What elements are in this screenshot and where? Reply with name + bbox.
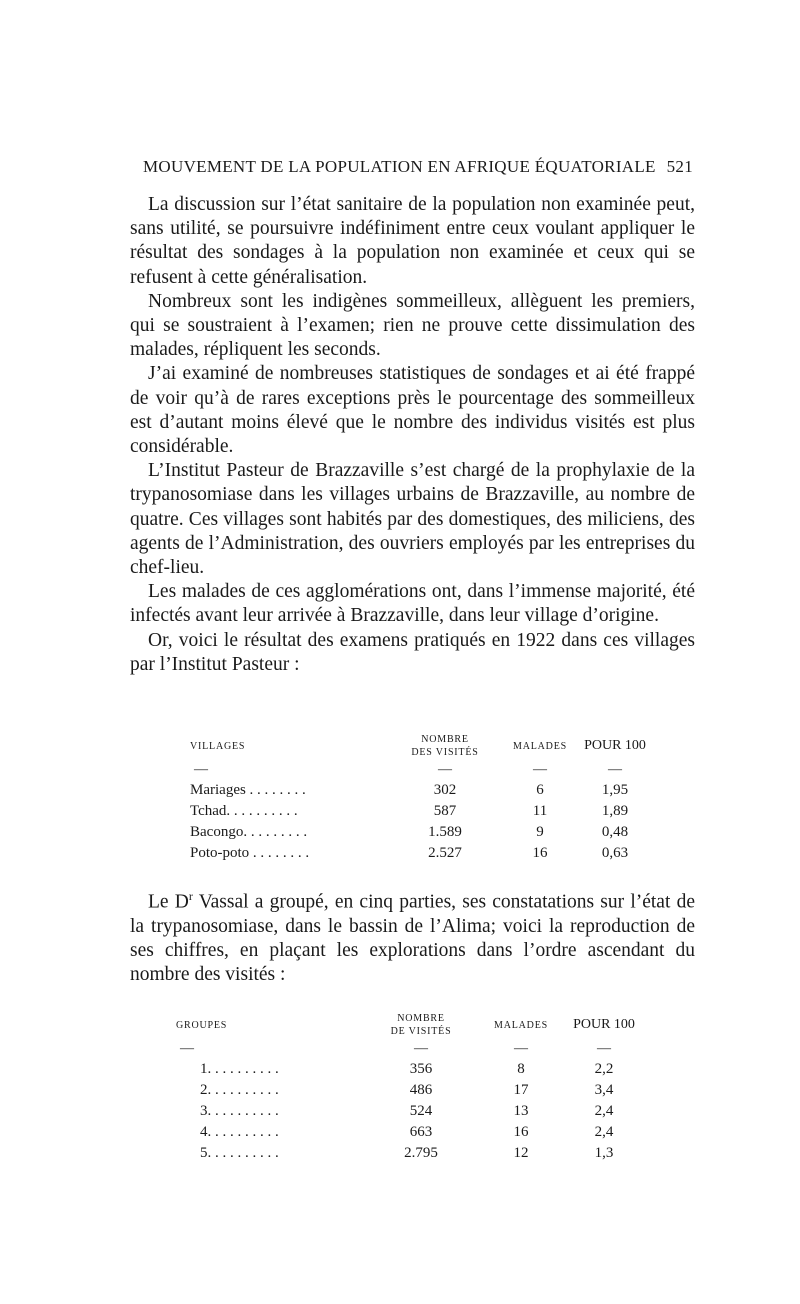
cell-malades: 16 [532, 845, 548, 861]
groupes-table [176, 1012, 642, 1164]
cell-visites: 356 [409, 1061, 433, 1077]
cell-malades: 8 [517, 1061, 525, 1077]
cell-malades: 9 [536, 824, 544, 840]
body-text-2 [130, 884, 695, 987]
cell-malades: 16 [513, 1124, 529, 1140]
cell-pour100: 3,4 [594, 1082, 614, 1098]
cell-visites: 524 [409, 1103, 433, 1119]
col-header-visites-line2: DE VISITÉS [390, 1026, 452, 1037]
row-label: 4. . . . . . . . . . [200, 1124, 279, 1140]
cell-pour100: 2,2 [594, 1061, 614, 1077]
cell-pour100: 0,48 [601, 824, 629, 840]
paragraph-text: Vassal a groupé, en cinq parties, ses constatations sur l’état de la trypanosomiase, dans le bassin de l’Alima; voici la reproduction de ses chiffres, en plaçant les explorations dans l’ordre ascendant du nombre des visités : [130, 891, 695, 986]
dash: — [438, 761, 452, 777]
paragraph: La discussion sur l’état sanitaire de la population non examinée peut, sans utilité, se poursuivre indéfiniment entre ceux voulant appliquer le résultat des sondages à la population non examinée et ceux qui se refusent à cette généralisation. [130, 194, 695, 288]
paragraph: Les malades de ces agglomérations ont, dans l’immense majorité, été infectés avant leur arrivée à Brazzaville, dans leur village d’origine. [130, 581, 695, 627]
cell-visites: 1.589 [428, 824, 462, 840]
row-label: 2. . . . . . . . . . [200, 1082, 279, 1098]
col-header-pour100: POUR 100 [584, 738, 646, 753]
cell-pour100: 1,95 [601, 782, 629, 798]
cell-malades: 12 [513, 1145, 529, 1161]
row-label: 3. . . . . . . . . . [200, 1103, 279, 1119]
table-row [176, 1059, 642, 1080]
table-dash-row [176, 1038, 642, 1059]
paragraph: L’Institut Pasteur de Brazzaville s’est chargé de la prophylaxie de la trypanosomiase dans les villages urbains de Brazzaville, au nombre de quatre. Ces villages sont habités par des domestiques, des miliciens, des agents de l’Administration, des ouvriers employés par les entreprises du chef-lieu. [130, 460, 695, 579]
table-header-row [176, 1012, 642, 1038]
dash: — [608, 761, 622, 777]
superscript: r [188, 889, 193, 903]
header-title: MOUVEMENT DE LA POPULATION EN AFRIQUE ÉQUATORIALE [143, 157, 656, 176]
table-row [190, 801, 650, 822]
body-text [130, 193, 695, 677]
dash: — [194, 761, 208, 777]
page-number: 521 [666, 157, 693, 176]
paragraph-text: Le D [148, 891, 189, 913]
table-row [190, 780, 650, 801]
col-header-malades: MALADES [494, 1019, 548, 1031]
cell-visites: 302 [433, 782, 457, 798]
table-header-row [190, 733, 650, 759]
table-row [190, 822, 650, 843]
dash: — [180, 1040, 194, 1056]
cell-malades: 13 [513, 1103, 529, 1119]
cell-pour100: 1,89 [601, 803, 629, 819]
cell-visites: 663 [409, 1124, 433, 1140]
dash: — [414, 1040, 428, 1056]
row-label: Mariages . . . . . . . . [190, 782, 306, 798]
row-label: 1. . . . . . . . . . [200, 1061, 279, 1077]
paragraph: Nombreux sont les indigènes sommeilleux, allèguent les premiers, qui se soustraient à l’examen; rien ne prouve cette dissimulation des malades, répliquent les seconds. [130, 290, 695, 361]
cell-pour100: 2,4 [594, 1103, 614, 1119]
paragraph [130, 884, 695, 987]
cell-visites: 2.527 [428, 845, 462, 861]
table-row [176, 1122, 642, 1143]
running-header [143, 157, 693, 177]
dash: — [514, 1040, 528, 1056]
row-label: Tchad. . . . . . . . . . [190, 803, 298, 819]
cell-pour100: 1,3 [594, 1145, 614, 1161]
col-header-pour100: POUR 100 [573, 1017, 635, 1032]
dash: — [533, 761, 547, 777]
cell-visites: 587 [433, 803, 457, 819]
col-header-malades: MALADES [513, 740, 567, 752]
col-header-visites [366, 1012, 476, 1038]
col-header-villages: VILLAGES [190, 740, 246, 752]
paragraph: Or, voici le résultat des examens pratiqués en 1922 dans ces villages par l’Institut Pasteur : [130, 629, 695, 675]
col-header-visites-line2: DES VISITÉS [411, 747, 479, 758]
cell-visites: 2.795 [404, 1145, 438, 1161]
cell-malades: 17 [513, 1082, 529, 1098]
table-row [190, 843, 650, 864]
table-row [176, 1143, 642, 1164]
cell-malades: 6 [536, 782, 544, 798]
cell-pour100: 0,63 [601, 845, 629, 861]
row-label: Poto-poto . . . . . . . . [190, 845, 310, 861]
col-header-visites-line1: NOMBRE [421, 734, 469, 745]
cell-pour100: 2,4 [594, 1124, 614, 1140]
col-header-visites-line1: NOMBRE [397, 1013, 445, 1024]
paragraph: J’ai examiné de nombreuses statistiques de sondages et ai été frappé de voir qu’à de rares exceptions près le pourcentage des sommeilleux est d’autant moins élevé que le nombre des individus visités est plus considérable. [130, 363, 695, 458]
dash: — [597, 1040, 611, 1056]
row-label: Bacongo. . . . . . . . . [190, 824, 308, 840]
col-header-visites [390, 733, 500, 759]
row-label: 5. . . . . . . . . . [200, 1145, 279, 1161]
cell-malades: 11 [532, 803, 548, 819]
table-dash-row [190, 759, 650, 780]
cell-visites: 486 [409, 1082, 433, 1098]
col-header-groupes: GROUPES [176, 1019, 228, 1031]
villages-table [190, 733, 650, 864]
table-row [176, 1080, 642, 1101]
table-row [176, 1101, 642, 1122]
